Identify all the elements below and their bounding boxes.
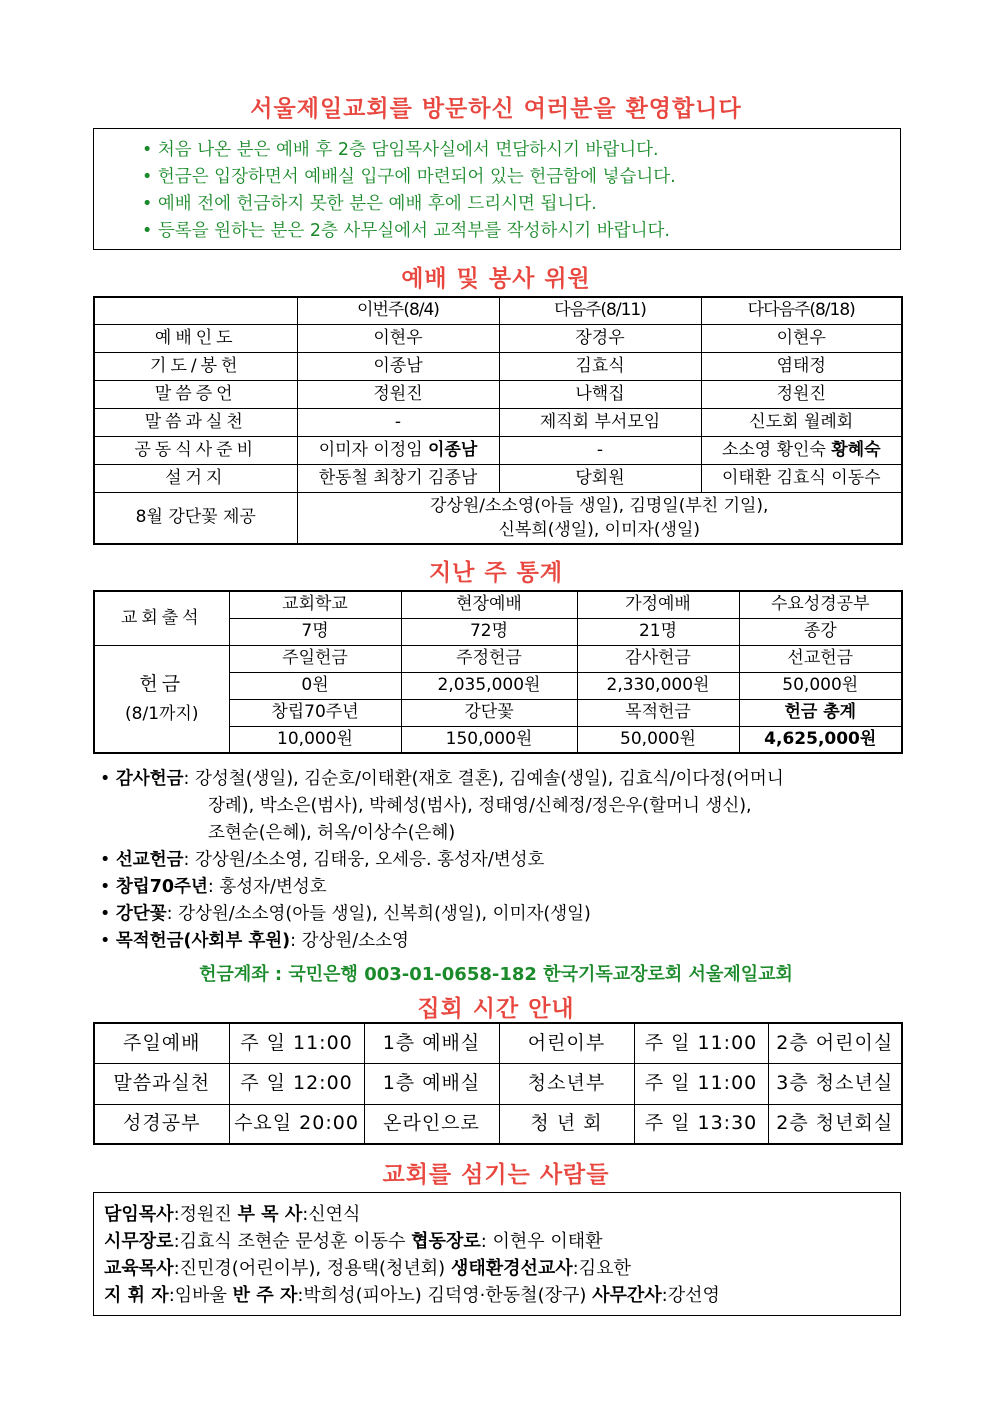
meeting-cell: 2층 어린이실 — [768, 1023, 902, 1063]
service-cell: 염태정 — [701, 352, 902, 380]
meeting-table — [93, 1022, 903, 1145]
offering-details: • 감사헌금: 강성철(생일), 김순호/이태환(재호 결혼), 김예솔(생일), 김효식/이다정(어머니 장례), 박소은(범사), 박혜성(범사), 정태영/신혜정/정은우(할머니 생신), 조현순(은혜), 허옥/이상수(은혜) • 선교헌금: 강상원/소소영, 김태웅, 오세응. 홍성자/변성호 • 창립70주년: 홍성자/변성호 • 강단꽃: 강상원/소소영(아들 생일), 신복희(생일), 이미자(생일) • 목적헌금(사회부 후원): 강상원/소소영 — [100, 766, 910, 955]
notice-item: • 헌금은 입장하면서 예배실 입구에 마련되어 있는 헌금함에 넣습니다. — [142, 167, 676, 187]
service-cell: 김효식 — [499, 352, 701, 380]
service-cell: 나핵집 — [499, 380, 701, 408]
anniversary-offering: • 창립70주년: 홍성자/변성호 — [100, 877, 327, 897]
meeting-cell: 어린이부 — [499, 1023, 634, 1063]
offering-value: 2,035,000원 — [401, 672, 577, 699]
meeting-cell: 주 일 13:30 — [634, 1104, 768, 1144]
attendance-label: 교회출석 — [94, 591, 229, 645]
service-cell: 정원진 — [701, 380, 902, 408]
service-cell: 당회원 — [499, 464, 701, 492]
meeting-cell: 말씀과실천 — [94, 1063, 229, 1104]
flower-providers: 강상원/소소영(아들 생일), 김명일(부친 기일), 신복희(생일), 이미자(생일) — [297, 492, 902, 544]
service-row-label: 공동식사준비 — [94, 436, 297, 464]
meeting-cell: 주 일 11:00 — [229, 1023, 364, 1063]
flower-label: 8월 강단꽃 제공 — [94, 492, 297, 544]
service-header: 다음주(8/11) — [499, 297, 701, 324]
service-row-label: 기도/봉헌 — [94, 352, 297, 380]
meeting-cell: 청 년 회 — [499, 1104, 634, 1144]
offering-header: 선교헌금 — [739, 645, 902, 672]
meeting-cell: 2층 청년회실 — [768, 1104, 902, 1144]
attendance-header: 가정예배 — [577, 591, 739, 618]
service-cell: 정원진 — [297, 380, 499, 408]
attendance-value: 72명 — [401, 618, 577, 645]
service-row-label: 예배인도 — [94, 324, 297, 352]
service-title: 예배 및 봉사 위원 — [401, 266, 591, 292]
notice-item: • 예배 전에 헌금하지 못한 분은 예배 후에 드리시면 됩니다. — [142, 194, 597, 214]
offering-account: 헌금계좌 : 국민은행 003-01-0658-182 한국기독교장로회 서울제일교회 — [199, 964, 793, 985]
meeting-cell: 3층 청소년실 — [768, 1063, 902, 1104]
offering-header: 강단꽃 — [401, 699, 577, 726]
notice-item: • 처음 나온 분은 예배 후 2층 담임목사실에서 면담하시기 바랍니다. — [142, 140, 659, 160]
meeting-cell: 1층 예배실 — [364, 1023, 499, 1063]
meeting-cell: 주 일 12:00 — [229, 1063, 364, 1104]
service-row-label: 말씀증언 — [94, 380, 297, 408]
attendance-header: 현장예배 — [401, 591, 577, 618]
offering-total-header: 헌금 총계 — [739, 699, 902, 726]
attendance-value: 21명 — [577, 618, 739, 645]
service-cell: 이미자 이정임 이종남 — [297, 436, 499, 464]
meeting-cell: 주일예배 — [94, 1023, 229, 1063]
mission-offering: • 선교헌금: 강상원/소소영, 김태웅, 오세응. 홍성자/변성호 — [100, 850, 545, 870]
flower-offering: • 강단꽃: 강상원/소소영(아들 생일), 신복희(생일), 이미자(생일) — [100, 904, 591, 924]
thanks-offering: • 감사헌금: 강성철(생일), 김순호/이태환(재호 결혼), 김예솔(생일), 김효식/이다정(어머니 — [100, 769, 784, 789]
service-cell: 제직회 부서모임 — [499, 408, 701, 436]
service-header: 다다음주(8/18) — [701, 297, 902, 324]
meeting-title: 집회 시간 안내 — [417, 996, 575, 1022]
meeting-cell: 성경공부 — [94, 1104, 229, 1144]
service-row-label: 설거지 — [94, 464, 297, 492]
meeting-cell: 주 일 11:00 — [634, 1023, 768, 1063]
meeting-cell: 온라인으로 — [364, 1104, 499, 1144]
offering-header: 창립70주년 — [229, 699, 401, 726]
offering-header: 주정헌금 — [401, 645, 577, 672]
attendance-header: 교회학교 — [229, 591, 401, 618]
stats-table — [93, 590, 903, 754]
people-line: 담임목사:정원진 부 목 사:신연식 — [104, 1204, 361, 1225]
service-cell: 소소영 황인숙 황혜숙 — [701, 436, 902, 464]
service-cell: 한동철 최창기 김종남 — [297, 464, 499, 492]
offering-total-value: 4,625,000원 — [739, 726, 902, 753]
service-cell: 이현우 — [701, 324, 902, 352]
offering-header: 감사헌금 — [577, 645, 739, 672]
stats-title: 지난 주 통계 — [428, 560, 564, 586]
service-cell: 이종남 — [297, 352, 499, 380]
offering-label: 헌금 (8/1까지) — [94, 645, 229, 753]
service-cell: - — [499, 436, 701, 464]
notice-item: • 등록을 원하는 분은 2층 사무실에서 교적부를 작성하시기 바랍니다. — [142, 221, 670, 241]
attendance-value: 7명 — [229, 618, 401, 645]
notice-box — [93, 128, 901, 250]
service-cell: - — [297, 408, 499, 436]
service-table — [93, 296, 903, 545]
offering-value: 50,000원 — [577, 726, 739, 753]
purpose-offering: • 목적헌금(사회부 후원): 강상원/소소영 — [100, 931, 409, 951]
service-header: 이번주(8/4) — [297, 297, 499, 324]
offering-value: 150,000원 — [401, 726, 577, 753]
people-line: 지 휘 자:임바울 반 주 자:박희성(피아노) 김덕영·한동철(장구) 사무간사:강선영 — [104, 1285, 720, 1306]
service-row-label: 말씀과실천 — [94, 408, 297, 436]
meeting-cell: 1층 예배실 — [364, 1063, 499, 1104]
offering-header: 주일헌금 — [229, 645, 401, 672]
people-box — [93, 1192, 901, 1316]
offering-value: 2,330,000원 — [577, 672, 739, 699]
offering-value: 50,000원 — [739, 672, 902, 699]
offering-value: 10,000원 — [229, 726, 401, 753]
attendance-value: 종강 — [739, 618, 902, 645]
offering-header: 목적헌금 — [577, 699, 739, 726]
meeting-cell: 수요일 20:00 — [229, 1104, 364, 1144]
people-title: 교회를 섬기는 사람들 — [382, 1162, 610, 1188]
people-line: 시무장로:김효식 조현순 문성훈 이동수 협동장로: 이현우 이태환 — [104, 1231, 603, 1252]
welcome-title: 서울제일교회를 방문하신 여러분을 환영합니다 — [250, 96, 742, 122]
meeting-cell: 청소년부 — [499, 1063, 634, 1104]
service-cell: 장경우 — [499, 324, 701, 352]
attendance-header: 수요성경공부 — [739, 591, 902, 618]
offering-value: 0원 — [229, 672, 401, 699]
service-cell: 신도회 월례회 — [701, 408, 902, 436]
meeting-cell: 주 일 11:00 — [634, 1063, 768, 1104]
service-cell: 이태환 김효식 이동수 — [701, 464, 902, 492]
people-line: 교육목사:진민경(어린이부), 정용택(청년회) 생태환경선교사:김요한 — [104, 1258, 631, 1279]
service-cell: 이현우 — [297, 324, 499, 352]
